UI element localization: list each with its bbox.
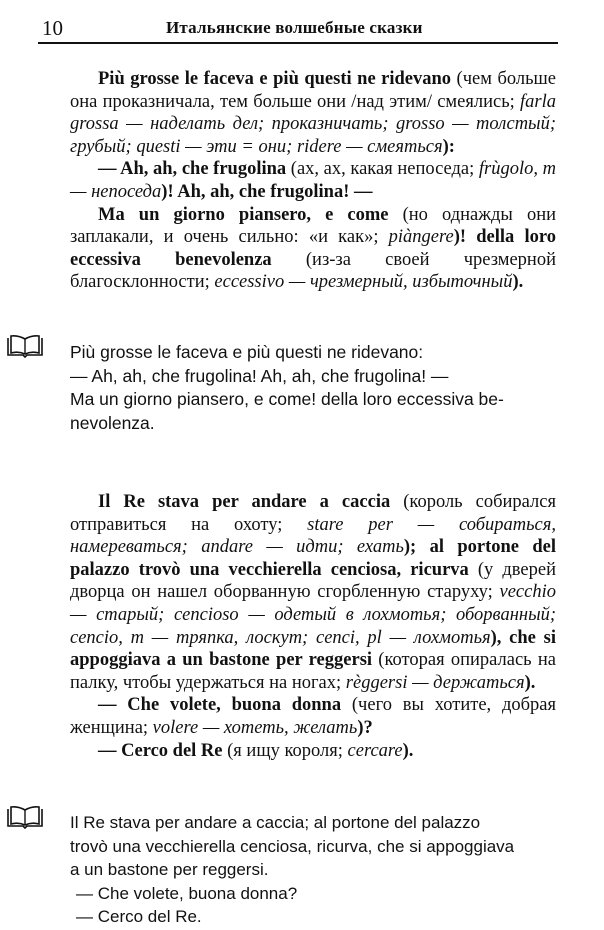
gloss-word: cencio, m bbox=[70, 627, 145, 648]
reading-line: — Che volete, buona donna? bbox=[76, 883, 298, 903]
gloss-meaning: — чрезмерный, избыточный bbox=[284, 272, 513, 293]
commented-paragraph bbox=[70, 158, 556, 203]
commented-paragraph bbox=[70, 68, 556, 158]
gloss-word: vecchio bbox=[499, 582, 556, 603]
translation: (ах, ах, какая непоседа; bbox=[286, 159, 479, 180]
reading-line: Più grosse le faceva e più questi ne ridevano: bbox=[70, 342, 424, 362]
italian-phrase: )! della loro eccessiva benevolenza bbox=[70, 227, 556, 270]
commented-paragraph bbox=[70, 204, 556, 294]
punctuation: ): bbox=[442, 136, 455, 157]
italian-phrase: Il Re stava per andare a caccia bbox=[98, 492, 391, 512]
gloss-word: andare bbox=[201, 537, 253, 558]
reading-line: Ma un giorno piansero, e come! della loro eccessiva be- bbox=[70, 389, 504, 409]
page-number: 10 bbox=[42, 16, 63, 40]
running-title: Итальянские волшебные сказки bbox=[166, 18, 423, 37]
commented-text-2 bbox=[70, 491, 556, 762]
punctuation: ). bbox=[524, 672, 536, 693]
gloss-meaning: — хотеть, желать bbox=[198, 717, 358, 738]
commented-text-1 bbox=[70, 68, 556, 294]
translation: (король собирался отправиться на охоту; bbox=[70, 492, 556, 535]
translation: (из-за своей чрезмерной благосклонности; bbox=[70, 249, 556, 293]
open-book-icon bbox=[6, 805, 44, 829]
gloss-word: cencioso bbox=[173, 604, 239, 625]
gloss-meaning: — лохмотья bbox=[381, 627, 491, 648]
gloss-meaning: — эти = они; bbox=[180, 136, 297, 157]
translation: (которая опиралась на палку, чтобы удержаться на ногах; bbox=[70, 650, 556, 693]
reading-line: a un bastone per reggersi. bbox=[70, 860, 269, 879]
reading-line: — Ah, ah, che frugolina! Ah, ah, che frugolina! — bbox=[70, 365, 449, 386]
reading-text-2 bbox=[70, 811, 556, 929]
gloss-word: eccessivo bbox=[214, 272, 285, 293]
punctuation: ). bbox=[512, 272, 524, 293]
reading-text-1 bbox=[70, 341, 556, 435]
gloss-word: règgersi bbox=[345, 672, 408, 693]
gloss-word: grosso bbox=[395, 114, 445, 135]
gloss-meaning: — одетый в лохмотья; оборванный; bbox=[238, 604, 557, 625]
italian-phrase: )! Ah, ah, che frugolina! — bbox=[161, 181, 373, 202]
punctuation: ). bbox=[402, 740, 414, 761]
open-book-icon bbox=[6, 334, 44, 358]
gloss-word: ridere bbox=[296, 136, 342, 157]
gloss-meaning: — старый; bbox=[70, 604, 174, 625]
translation: (у дверей дворца он нашел оборванную сгорбленную старуху; bbox=[70, 559, 556, 603]
punctuation: )? bbox=[357, 717, 373, 738]
gloss-word: cenci, pl bbox=[315, 627, 382, 648]
gloss-word: stare per bbox=[307, 514, 393, 535]
italian-phrase: — Cerco del Re bbox=[98, 740, 223, 761]
italian-phrase: Più grosse le faceva e più questi ne ridevano bbox=[98, 69, 452, 89]
italian-phrase: — Ah, ah, che frugolina bbox=[98, 159, 287, 180]
reading-line: nevolenza. bbox=[70, 412, 155, 433]
reading-line: trovò una vecchierella cenciosa, ricurva, che si appoggiava bbox=[70, 836, 515, 856]
italian-phrase: Ma un giorno piansero, e come bbox=[98, 204, 389, 225]
gloss-meaning: — толстый; грубый; bbox=[70, 114, 557, 157]
page-header bbox=[38, 14, 558, 44]
gloss-word: questi bbox=[136, 136, 181, 157]
gloss-meaning: — держаться bbox=[407, 672, 525, 693]
gloss-word: volere bbox=[152, 717, 199, 738]
translation: (но однажды они заплакали, и очень сильно: «и как»; bbox=[70, 204, 556, 248]
translation: (я ищу короля; bbox=[222, 740, 348, 761]
gloss-word: frùgolo, m bbox=[478, 159, 557, 180]
commented-paragraph bbox=[70, 740, 556, 763]
reading-line: Il Re stava per andare a caccia; al portone del palazzo bbox=[70, 813, 481, 832]
gloss-meaning: — непоседа bbox=[70, 181, 162, 202]
translation: (чем больше она проказничала, тем больше они /над этим/ смеялись; bbox=[70, 69, 556, 112]
gloss-meaning: — собираться, намереваться; bbox=[70, 514, 556, 558]
commented-paragraph bbox=[70, 491, 556, 694]
translation: (чего вы хотите, добрая женщина; bbox=[70, 695, 556, 738]
gloss-meaning: — смеяться bbox=[341, 136, 443, 157]
gloss-meaning: — тряпка, лоскут; bbox=[144, 627, 316, 648]
gloss-word: piàngere bbox=[388, 227, 454, 248]
italian-phrase: ), che si appoggiava a un bastone per reggersi bbox=[70, 627, 556, 671]
commented-paragraph bbox=[70, 694, 556, 739]
gloss-meaning: — наделать дел; проказничать; bbox=[118, 114, 396, 135]
reading-line: — Cerco del Re. bbox=[76, 907, 202, 926]
gloss-word: farla grossa bbox=[70, 91, 556, 135]
gloss-word: cercare bbox=[347, 740, 403, 761]
italian-phrase: ); al portone del palazzo trovò una vecchierella cenciosa, ricurva bbox=[70, 537, 557, 580]
gloss-meaning: — идти; ехать bbox=[252, 537, 404, 558]
italian-phrase: — Che volete, buona donna bbox=[98, 695, 342, 716]
